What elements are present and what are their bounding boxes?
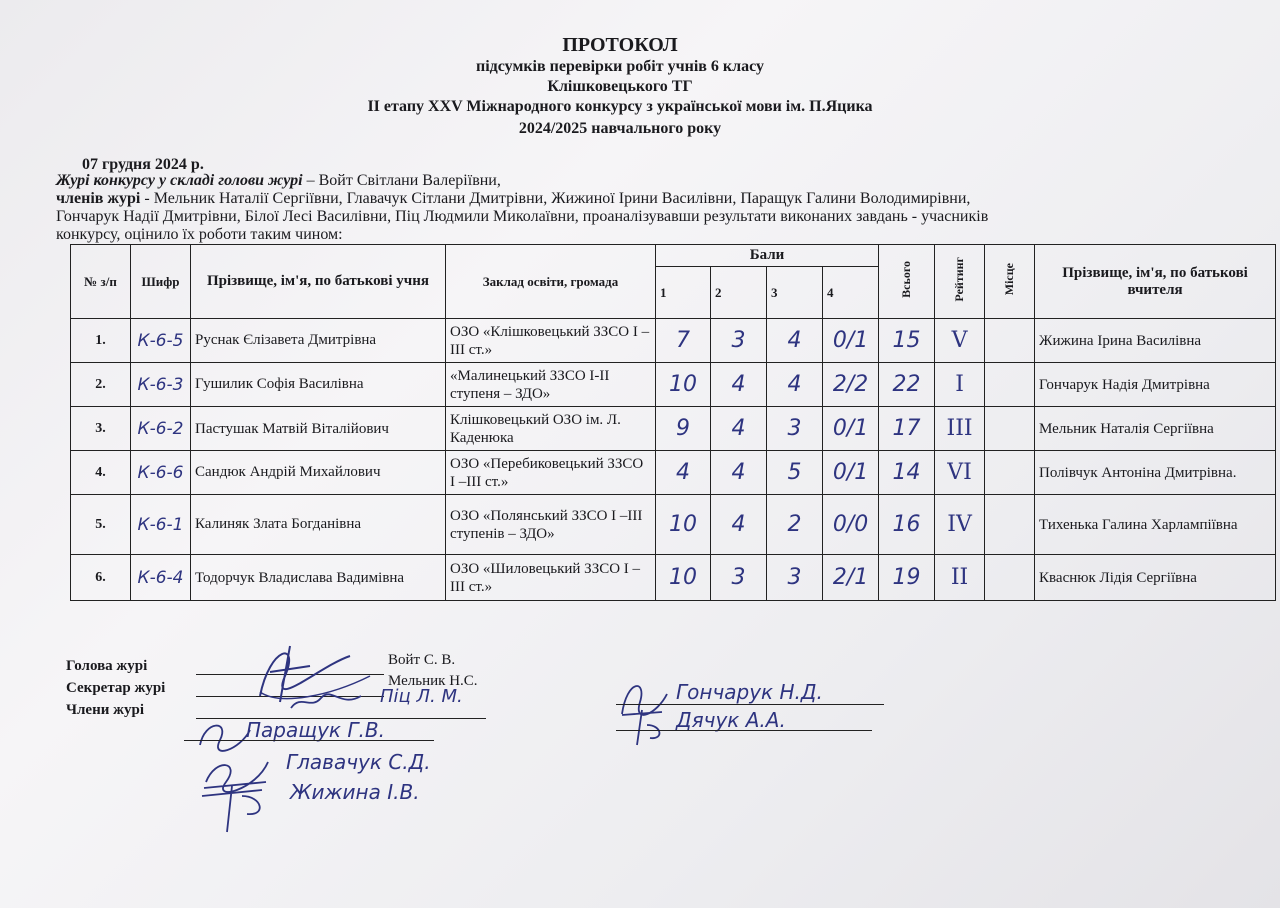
honcharuk-line	[616, 704, 884, 705]
head-label: Голова журі	[66, 658, 148, 674]
row-rating: VI	[935, 451, 985, 495]
row-p3: 3	[767, 407, 823, 451]
row-p3: 4	[767, 319, 823, 363]
head-name: Войт С. В.	[388, 652, 456, 668]
row-p1: 7	[656, 319, 711, 363]
row-num: 3.	[71, 407, 131, 451]
header-school: Заклад освіти, громада	[446, 245, 656, 319]
doc-subtitle-1: підсумків перевірки робіт учнів 6 класу	[476, 58, 764, 75]
members-label: членів журі	[56, 190, 141, 207]
jury-members-line-2: Гончарук Надії Дмитрівни, Білої Лесі Василівни, Піц Людмили Миколаївни, проаналізувавши результати виконаних завдань - учасників	[56, 208, 989, 225]
header-p2: 2	[711, 267, 767, 319]
row-p3: 5	[767, 451, 823, 495]
handwritten-zhyzhyna: Жижина І.В.	[290, 780, 420, 804]
row-total: 14	[879, 451, 935, 495]
row-total: 17	[879, 407, 935, 451]
row-p2: 3	[711, 319, 767, 363]
row-place	[985, 451, 1035, 495]
row-place	[985, 319, 1035, 363]
row-school: ОЗО «Полянський ЗЗСО І –ІІІ ступенів – ЗДО»	[446, 495, 656, 555]
row-p2: 4	[711, 495, 767, 555]
header-num: № з/п	[71, 245, 131, 319]
jury-head-line	[56, 172, 501, 190]
header-teacher: Прізвище, ім'я, по батькові вчителя	[1035, 245, 1276, 319]
row-rating: IV	[935, 495, 985, 555]
row-num: 5.	[71, 495, 131, 555]
signature-scribble-member	[286, 690, 366, 714]
row-p2: 3	[711, 555, 767, 601]
secretary-name: Мельник Н.С.	[388, 673, 478, 689]
row-teacher: Тихенька Галина Харлампіївна	[1035, 495, 1276, 555]
row-cipher: К-6-1	[131, 495, 191, 555]
row-num: 4.	[71, 451, 131, 495]
handwritten-diachuk: Дячук А.А.	[676, 708, 786, 732]
row-total: 22	[879, 363, 935, 407]
row-school: Клішковецький ОЗО ім. Л. Каденюка	[446, 407, 656, 451]
doc-title: ПРОТОКОЛ	[562, 34, 678, 56]
members-signature-label: Члени журі	[66, 702, 145, 718]
row-p3: 3	[767, 555, 823, 601]
row-total: 15	[879, 319, 935, 363]
row-school: «Малинецький ЗЗСО І-ІІ ступеня – ЗДО»	[446, 363, 656, 407]
header-points: Бали	[656, 245, 879, 267]
table-row	[71, 495, 1276, 555]
row-school: ОЗО «Шиловецький ЗЗСО І –ІІІ ст.»	[446, 555, 656, 601]
row-teacher: Полівчук Антоніна Дмитрівна.	[1035, 451, 1276, 495]
row-num: 1.	[71, 319, 131, 363]
row-p1: 10	[656, 495, 711, 555]
header-cipher: Шифр	[131, 245, 191, 319]
row-student: Гушилик Софія Василівна	[191, 363, 446, 407]
header-p1: 1	[656, 267, 711, 319]
row-total: 16	[879, 495, 935, 555]
row-student: Сандюк Андрій Михайлович	[191, 451, 446, 495]
row-student: Тодорчук Владислава Вадимівна	[191, 555, 446, 601]
row-p3: 2	[767, 495, 823, 555]
row-teacher: Кваснюк Лідія Сергіївна	[1035, 555, 1276, 601]
row-place	[985, 555, 1035, 601]
row-p1: 4	[656, 451, 711, 495]
parashchuk-line	[184, 740, 434, 741]
row-p3: 4	[767, 363, 823, 407]
row-place	[985, 495, 1035, 555]
row-student: Пастушак Матвій Віталійович	[191, 407, 446, 451]
row-teacher: Жижина Ірина Василівна	[1035, 319, 1276, 363]
row-cipher: К-6-4	[131, 555, 191, 601]
row-place	[985, 407, 1035, 451]
row-p4: 0/1	[823, 451, 879, 495]
doc-subtitle-2: Клішковецького ТГ	[547, 78, 693, 95]
jury-label: Журі конкурсу у складі голови журі	[56, 172, 303, 189]
row-num: 6.	[71, 555, 131, 601]
header-student: Прізвище, ім'я, по батькові учня	[191, 245, 446, 319]
secretary-label: Секретар журі	[66, 680, 166, 696]
row-rating: V	[935, 319, 985, 363]
row-p4: 0/1	[823, 407, 879, 451]
doc-subtitle-3: ІІ етапу XXV Міжнародного конкурсу з української мови ім. П.Яцика	[367, 98, 873, 115]
row-school: ОЗО «Клішковецький ЗЗСО І –ІІІ ст.»	[446, 319, 656, 363]
row-p1: 10	[656, 363, 711, 407]
table-row	[71, 363, 1276, 407]
results-table	[70, 244, 1276, 601]
row-cipher: К-6-5	[131, 319, 191, 363]
row-cipher: К-6-2	[131, 407, 191, 451]
row-p2: 4	[711, 451, 767, 495]
protocol-date: 07 грудня 2024 р.	[82, 156, 204, 173]
jury-members-line-1	[56, 190, 970, 208]
row-rating: I	[935, 363, 985, 407]
row-num: 2.	[71, 363, 131, 407]
row-p4: 2/2	[823, 363, 879, 407]
row-p4: 0/1	[823, 319, 879, 363]
jury-head-name: – Войт Світлани Валеріївни,	[302, 172, 501, 189]
table-row	[71, 451, 1276, 495]
signature-scribble-zhyzhyna	[192, 776, 282, 836]
row-p1: 10	[656, 555, 711, 601]
row-rating: III	[935, 407, 985, 451]
doc-subtitle-4: 2024/2025 навчального року	[518, 120, 722, 137]
row-p2: 4	[711, 363, 767, 407]
handwritten-parashchuk: Паращук Г.В.	[246, 718, 385, 742]
diachuk-line	[616, 730, 872, 731]
row-cipher: К-6-6	[131, 451, 191, 495]
row-place	[985, 363, 1035, 407]
row-teacher: Гончарук Надія Дмитрівна	[1035, 363, 1276, 407]
row-cipher: К-6-3	[131, 363, 191, 407]
header-total: Всього	[879, 245, 935, 319]
jury-members-line-3: конкурсу, оцінило їх роботи таким чином:	[56, 226, 343, 243]
handwritten-pits: Піц Л. М.	[380, 686, 463, 707]
handwritten-honcharuk: Гончарук Н.Д.	[676, 680, 823, 704]
row-student: Калиняк Злата Богданівна	[191, 495, 446, 555]
row-rating: II	[935, 555, 985, 601]
header-p4: 4	[823, 267, 879, 319]
table-row	[71, 555, 1276, 601]
handwritten-hlavachuk: Главачук С.Д.	[286, 750, 431, 774]
row-p2: 4	[711, 407, 767, 451]
row-p1: 9	[656, 407, 711, 451]
header-p3: 3	[767, 267, 823, 319]
table-row	[71, 407, 1276, 451]
header-rating: Рейтинг	[935, 245, 985, 319]
members-text-1: - Мельник Наталії Сергіївни, Главачук Сітлани Дмитрівни, Жижиної Ірини Василівни, Паращук Галини Володимирівни,	[140, 190, 971, 207]
table-row	[71, 319, 1276, 363]
row-total: 19	[879, 555, 935, 601]
row-p4: 2/1	[823, 555, 879, 601]
signature-scribble-diachuk	[612, 700, 672, 750]
row-student: Руснак Єлізавета Дмитрівна	[191, 319, 446, 363]
row-school: ОЗО «Перебиковецький ЗЗСО І –ІІІ ст.»	[446, 451, 656, 495]
row-p4: 0/0	[823, 495, 879, 555]
row-teacher: Мельник Наталія Сергіївна	[1035, 407, 1276, 451]
header-place: Місце	[985, 245, 1035, 319]
